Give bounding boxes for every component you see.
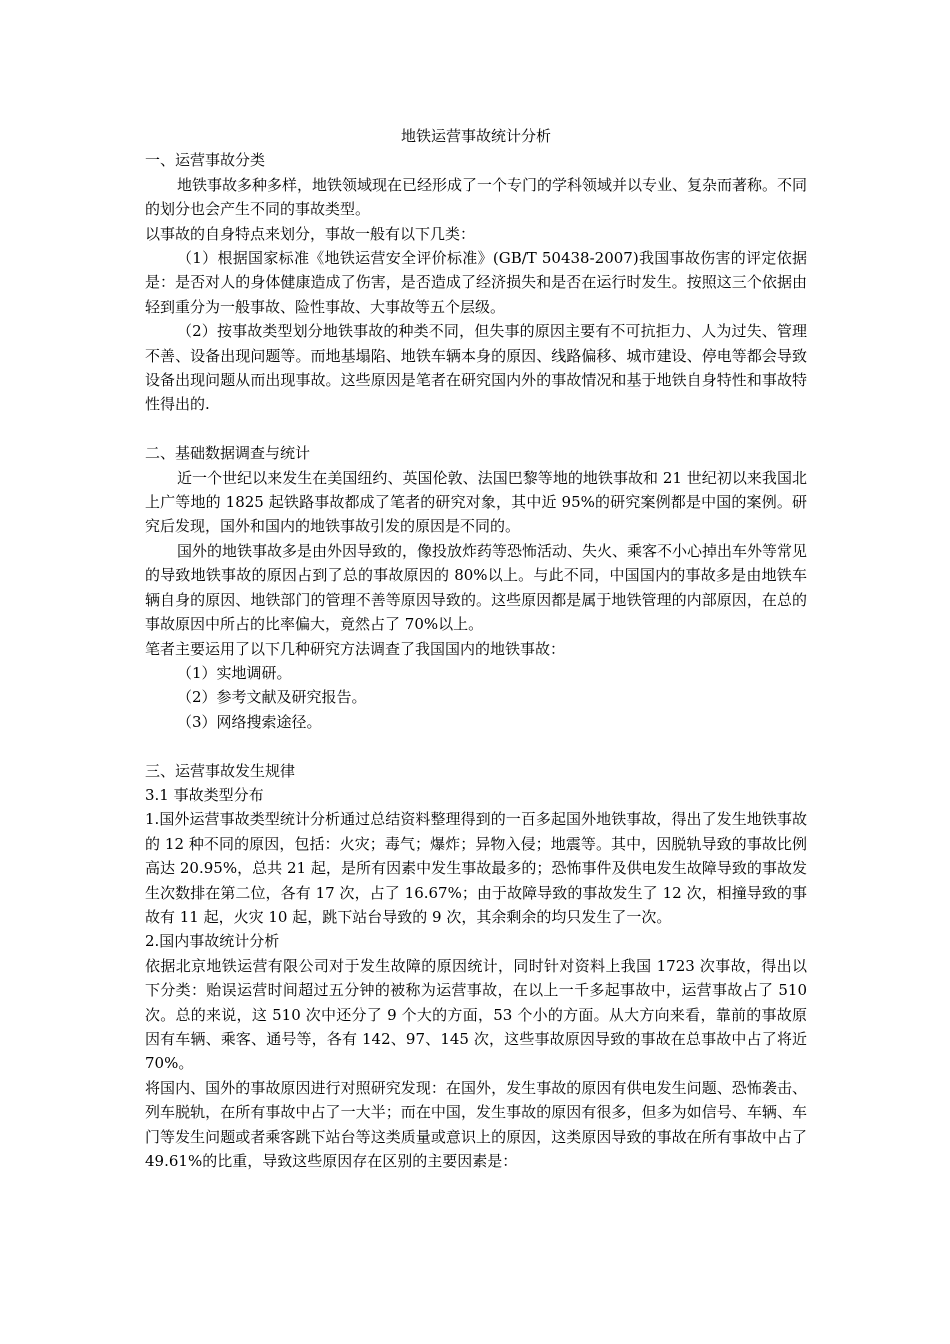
paragraph: 1.国外运营事故类型统计分析通过总结资料整理得到的一百多起国外地铁事故，得出了发生地铁事故的 12 种不同的原因，包括：火灾；毒气；爆炸；异物入侵；地震等。其中，因脱轨导致的事故比例高达 20.95%，总共 21 起，是所有因素中发生事故最多的；恐怖事件及供电发生故障导致的事故发生次数排在第二位，各有 17 次，占了 16.67%；由于故障导致的事故发生了 12 次，相撞导致的事故有 11 起，火灾 10 起，跳下站台导致的 9 次，其余剩余的均只发生了一次。 xyxy=(145,810,807,926)
list-item: （3）网络搜索途径。 xyxy=(177,712,322,731)
paragraph: 依据北京地铁运营有限公司对于发生故障的原因统计，同时针对资料上我国 1723 次事故，得出以下分类：贻误运营时间超过五分钟的被称为运营事故，在以上一千多起事故中，运营事故占了 510 次。总的来说，这 510 次中还分了 9 个大的方面，53 个小的方面。从大方向来看，靠前的事故原因有车辆、乘客、通号等，各有 142、97、145 次，这些事故原因导致的事故在总事故中占了将近 70%。 xyxy=(145,956,807,1073)
paragraph: 以事故的自身特点来划分，事故一般有以下几类： xyxy=(145,224,476,243)
paragraph: （2）按事故类型划分地铁事故的种类不同，但失事的原因主要有不可抗拒力、人为过失、管理不善、设备出现问题等。而地基塌陷、地铁车辆本身的原因、线路偏移、城市建设、停电等都会导致设备出现问题从而出现事故。这些原因是笔者在研究国内外的事故情况和基于地铁自身特性和事故特性得出的. xyxy=(145,322,807,414)
section-2-heading: 二、基础数据调查与统计 xyxy=(145,444,311,463)
list-item: （1）实地调研。 xyxy=(177,663,292,682)
document-body xyxy=(145,124,807,1173)
subsection-heading: 3.1 事故类型分布 xyxy=(145,785,264,804)
section-3-heading: 三、运营事故发生规律 xyxy=(145,761,296,780)
document-title: 地铁运营事故统计分析 xyxy=(400,127,551,145)
list-item: （2）参考文献及研究报告。 xyxy=(177,688,367,707)
paragraph: 将国内、国外的事故原因进行对照研究发现：在国外，发生事故的原因有供电发生问题、恐怖袭击、列车脱轨，在所有事故中占了一大半；而在中国，发生事故的原因有很多，但多为如信号、车辆、车门等发生问题或者乘客跳下站台等这类质量或意识上的原因，这类原因导致的事故在所有事故中占了 49.61%的比重，导致这些原因存在区别的主要因素是： xyxy=(145,1078,807,1171)
paragraph: （1）根据国家标准《地铁运营安全评价标准》(GB/T 50438-2007)我国事故伤害的评定依据是：是否对人的身体健康造成了伤害，是否造成了经济损失和是否在运行时发生。按照这三个依据由轻到重分为一般事故、险性事故、大事故等五个层级。 xyxy=(145,249,807,316)
paragraph: 国外的地铁事故多是由外因导致的，像投放炸药等恐怖活动、失火、乘客不小心掉出车外等常见的导致地铁事故的原因占到了总的事故原因的 80%以上。与此不同，中国国内的事故多是由地铁车辆自身的原因、地铁部门的管理不善等原因导致的。这些原因都是属于地铁管理的内部原因，在总的事故原因中所占的比率偏大，竟然占了 70%以上。 xyxy=(145,541,808,634)
paragraph: 地铁事故多种多样，地铁领域现在已经形成了一个专门的学科领域并以专业、复杂而著称。不同的划分也会产生不同的事故类型。 xyxy=(145,175,808,219)
section-1-heading: 一、运营事故分类 xyxy=(145,151,266,170)
subsection-heading: 2.国内事故统计分析 xyxy=(145,932,280,951)
blank-line xyxy=(145,417,807,441)
paragraph: 近一个世纪以来发生在美国纽约、英国伦敦、法国巴黎等地的地铁事故和 21 世纪初以来我国北上广等地的 1825 起铁路事故都成了笔者的研究对象，其中近 95%的研究案例都是中国的案例。研究后发现，国外和国内的地铁事故引发的原因是不同的。 xyxy=(145,468,807,536)
paragraph: 笔者主要运用了以下几种研究方法调查了我国国内的地铁事故： xyxy=(145,639,566,658)
blank-line xyxy=(145,734,807,758)
